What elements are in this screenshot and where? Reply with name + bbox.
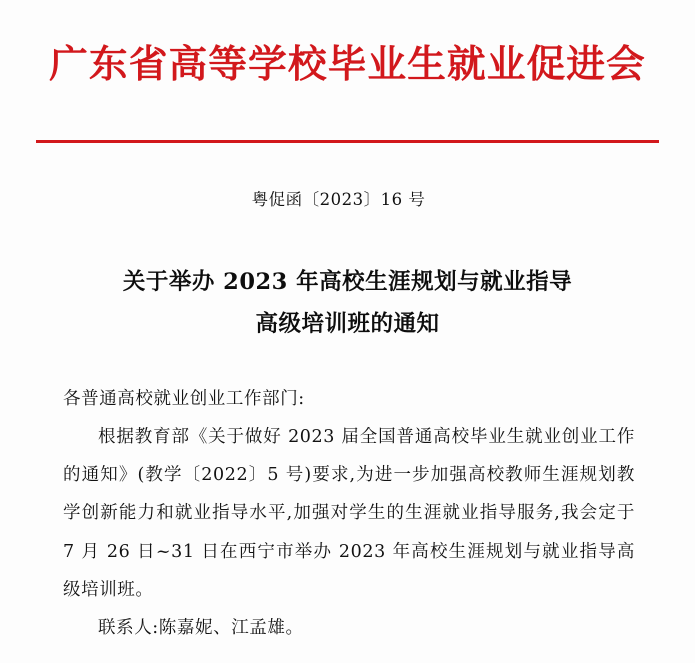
body-salutation: 各普通高校就业创业工作部门: bbox=[63, 389, 305, 409]
document-body bbox=[63, 380, 635, 647]
document-title-line-2: 高级培训班的通知 bbox=[255, 310, 440, 337]
document-title bbox=[0, 262, 695, 345]
letterhead bbox=[0, 42, 695, 86]
document-number bbox=[0, 186, 695, 210]
document-title-line-1: 关于举办 2023 年高校生涯规划与就业指导 bbox=[122, 269, 573, 295]
letterhead-organization: 广东省高等学校毕业生就业促进会 bbox=[49, 41, 646, 86]
body-paragraph-1: 根据教育部《关于做好 2023 届全国普通高校毕业生就业创业工作的通知》(教学〔2022〕5 号)要求,为进一步加强高校教师生涯规划教学创新能力和就业指导水平,加强对学生的生涯就业指导服务,我会定于 7 月 26 日~31 日在西宁市举办 2023 年高校生涯规划与就业指导高级培训班。 bbox=[63, 427, 635, 600]
document-number-text: 粤促函〔2023〕16 号 bbox=[251, 190, 426, 209]
body-paragraph-2: 联系人:陈嘉妮、江孟雄。 bbox=[98, 617, 304, 638]
letterhead-divider bbox=[36, 140, 659, 143]
